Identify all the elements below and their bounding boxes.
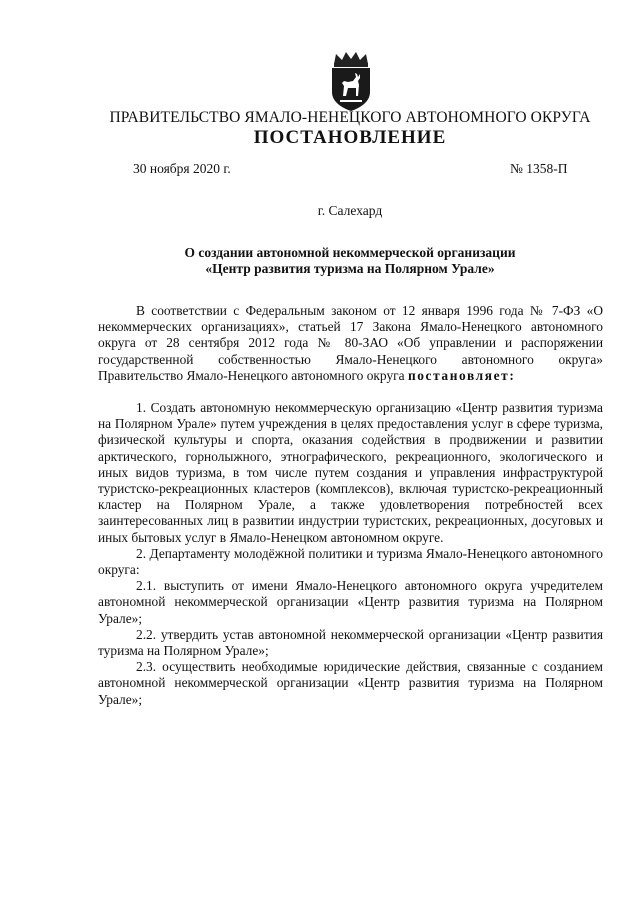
document-body	[98, 303, 603, 708]
preamble-paragraph	[98, 303, 603, 384]
title-line-2: «Центр развития туризма на Полярном Урале»	[205, 261, 495, 276]
item-2-1: 2.1. выступить от имени Ямало-Ненецкого автономного округа учредителем автономной некоммерческой организации «Центр развития туризма на Полярном Урале»;	[98, 578, 603, 626]
preamble-text: В соответствии с Федеральным законом от 12 января 1996 года № 7-ФЗ «О некоммерческих организациях», статьей 17 Закона Ямало-Ненецкого автономного округа от 28 сентября 2012 года № 80-ЗАО «Об управлении и распоряжении государственной собственностью Ямало-Ненецкого автономного округа» Правительство Ямало-Ненецкого автономного округа	[98, 303, 603, 383]
coat-of-arms-icon	[326, 50, 376, 112]
document-type: ПОСТАНОВЛЕНИЕ	[253, 127, 447, 148]
title-line-1: О создании автономной некоммерческой организации	[184, 245, 516, 260]
item-2-2: 2.2. утвердить устав автономной некоммерческой организации «Центр развития туризма на Полярном Урале»;	[98, 626, 603, 659]
decree-word: постановляет:	[407, 367, 516, 383]
item-2-3: 2.3. осуществить необходимые юридические действия, связанные с созданием автономной некоммерческой организации «Центр развития туризма на Полярном Урале»;	[98, 659, 603, 707]
document-date: 30 ноября 2020 г.	[133, 161, 231, 176]
item-2: 2. Департаменту молодёжной политики и туризма Ямало-Ненецкого автономного округа:	[98, 545, 603, 578]
document-city: г. Салехард	[317, 203, 383, 218]
item-1: 1. Создать автономную некоммерческую организацию «Центр развития туризма на Полярном Урале» путем учреждения в целях предоставления услуг в сфере туризма, физической культуры и спорта, оказания содействия в продвижении и развитии арктического, горнолыжного, этнографического, рекреационного, экологического и иных видов туризма, в том числе путем создания и управления инфраструктурой туристско-рекреационных кластеров (комплексов), включая туристско-рекреационный кластер на Полярном Урале, а также удовлетворения потребностей всех заинтересованных лиц в развитии индустрии туристских, рекреационных, досуговых и иных бытовых услуг в Ямало-Ненецком автономном округе.	[98, 400, 603, 545]
coat-of-arms-emblem	[326, 50, 376, 112]
document-title	[100, 245, 600, 277]
government-name: ПРАВИТЕЛЬСТВО ЯМАЛО-НЕНЕЦКОГО АВТОНОМНОГО ОКРУГА	[109, 109, 591, 126]
document-number: № 1358-П	[510, 161, 568, 176]
